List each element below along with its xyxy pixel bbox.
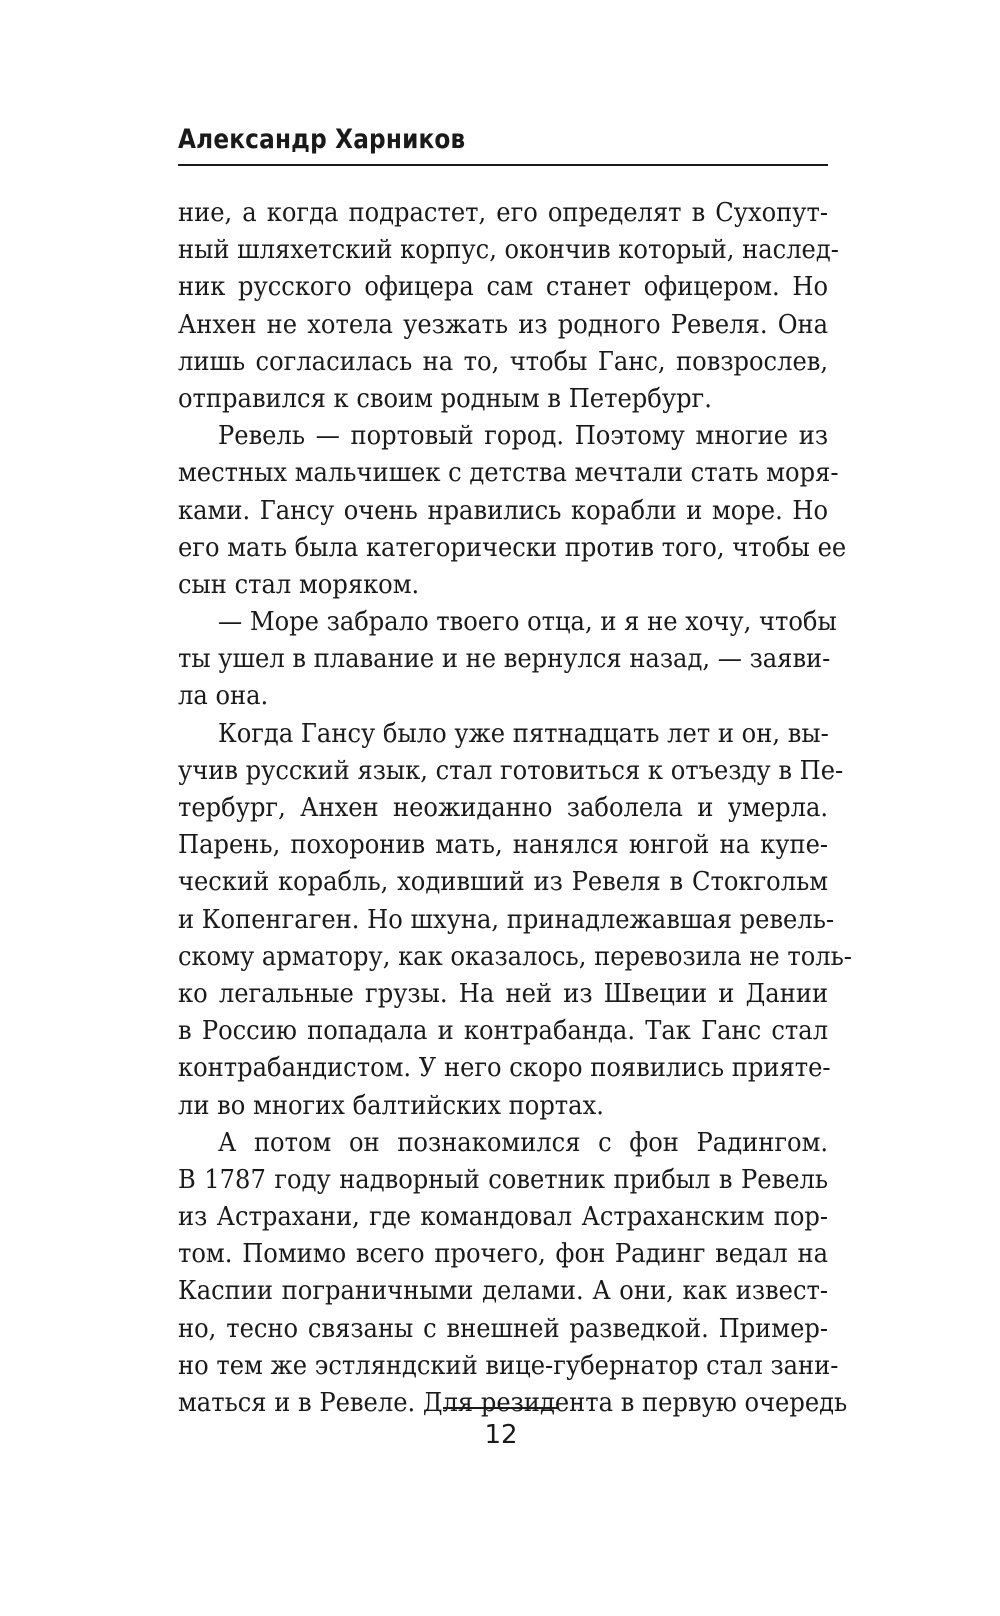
body-text [178, 195, 852, 1422]
text-line: Ревель — портовый город. Поэтому многие из [217, 421, 829, 452]
text-line: ками. Гансу очень нравились корабли и море. Но [178, 495, 829, 526]
text-line: ко легальные грузы. На ней из Швеции и Дании [178, 978, 829, 1009]
text-line: Когда Гансу было уже пятнадцать лет и он, вы- [217, 718, 829, 749]
text-line: ла она. [178, 681, 269, 712]
text-line: лишь согласилась на то, чтобы Ганс, повзрослев, [178, 346, 829, 377]
text-line: ли во многих балтийских портах. [178, 1090, 604, 1121]
text-line: в Россию попадала и контрабанда. Так Ганс стал [178, 1016, 829, 1047]
text-line: ческий корабль, ходивший из Ревеля в Стокгольм [178, 867, 829, 898]
text-line: ник русского офицера сам станет офицером. Но [178, 272, 829, 303]
footer-rule [443, 1407, 559, 1409]
text-line: его мать была категорически против того, чтобы ее [178, 532, 847, 563]
header-rule [178, 164, 828, 166]
text-line: Парень, похоронив мать, нанялся юнгой на купе- [178, 830, 829, 861]
text-line: но тем же эстляндский вице-губернатор стал зани- [178, 1350, 839, 1381]
text-line: том. Помимо всего прочего, фон Радинг ведал на [178, 1239, 829, 1270]
text-line: Каспии пограничными делами. А они, как извест- [178, 1276, 829, 1307]
text-line: но, тесно связаны с внешней разведкой. Пример- [178, 1313, 829, 1344]
text-line: маться и в Ревеле. Для резидента в первую очередь [178, 1388, 848, 1418]
text-line: местных мальчишек с детства мечтали стать моря- [178, 458, 839, 489]
text-line: тербург, Анхен неожиданно заболела и умерла. [178, 793, 829, 823]
text-line: и Копенгаген. Но шхуна, принадлежавшая ревель- [178, 904, 835, 935]
text-line: В 1787 году надворный советник прибыл в Ревель [178, 1164, 829, 1195]
running-head-author: Александр Харников [178, 124, 466, 155]
text-line: — Море забрало твоего отца, и я не хочу, чтобы [217, 607, 837, 638]
text-line: ный шляхетский корпус, окончив который, наслед- [178, 235, 839, 266]
page-number: 12 [484, 1420, 518, 1450]
text-line: контрабандистом. У него скоро появились прияте- [178, 1053, 831, 1084]
text-line: ние, а когда подрастет, его определят в Сухопут- [178, 198, 829, 228]
text-line: отправился к своим родным в Петербург. [178, 383, 712, 414]
text-line: А потом он познакомился с фон Радингом. [217, 1127, 829, 1158]
text-line: ты ушел в плавание и не вернулся назад, — заяви- [178, 644, 831, 675]
text-line: из Астрахани, где командовал Астраханским пор- [178, 1202, 829, 1233]
text-line: скому арматору, как оказалось, перевозила не толь- [178, 941, 852, 972]
text-line: Анхен не хотела уезжать из родного Ревеля. Она [178, 309, 829, 340]
text-line: учив русский язык, стал готовиться к отъезду в Пе- [178, 755, 844, 786]
text-line: сын стал моряком. [178, 569, 420, 600]
